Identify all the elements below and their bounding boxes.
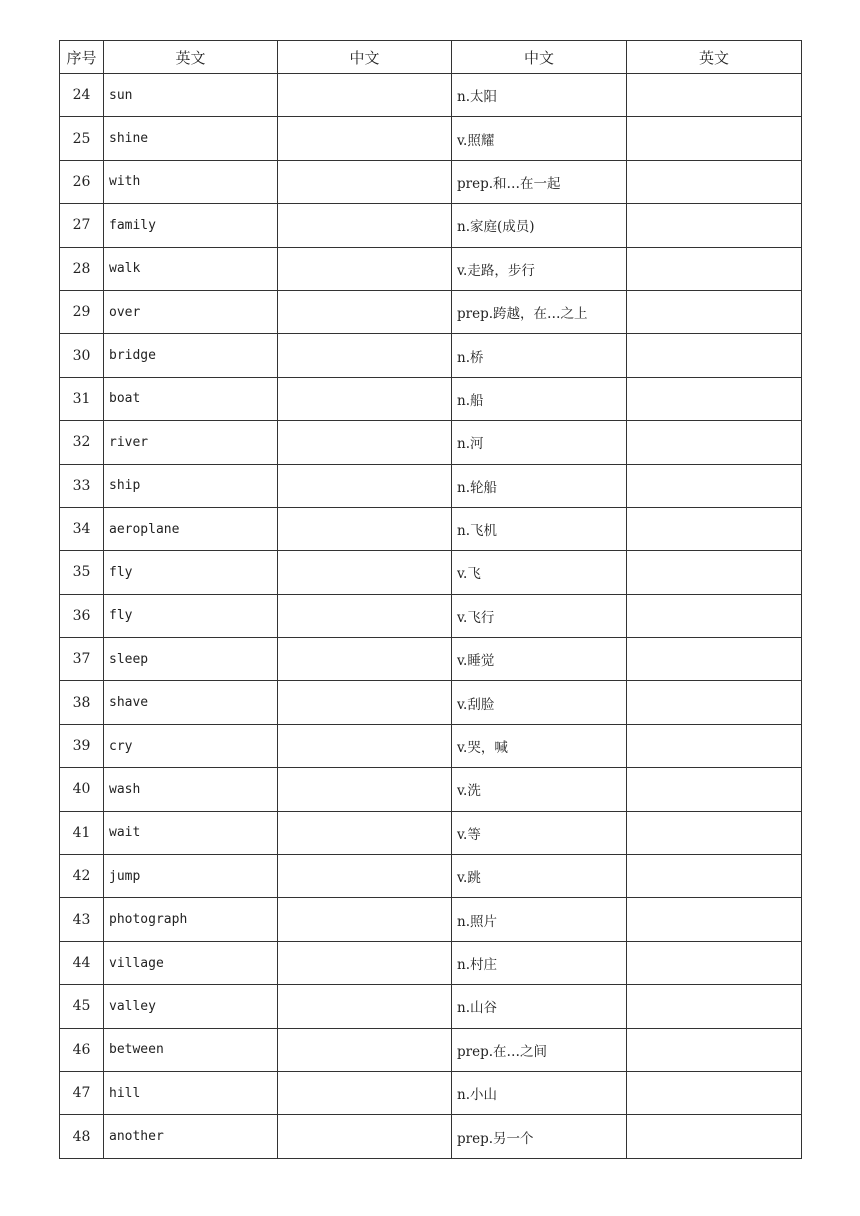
row-number: 33 [60, 464, 104, 507]
english-word: hill [104, 1071, 278, 1114]
row-number: 43 [60, 898, 104, 941]
chinese-answer-cell[interactable] [278, 638, 452, 681]
row-number: 45 [60, 985, 104, 1028]
table-row [60, 941, 802, 984]
chinese-answer-cell[interactable] [278, 464, 452, 507]
chinese-answer-cell[interactable] [278, 117, 452, 160]
table-row [60, 290, 802, 333]
english-answer-cell[interactable] [627, 898, 802, 941]
chinese-answer-cell[interactable] [278, 421, 452, 464]
english-answer-cell[interactable] [627, 464, 802, 507]
chinese-answer-cell[interactable] [278, 768, 452, 811]
chinese-answer-cell[interactable] [278, 1071, 452, 1114]
header-number: 序号 [60, 41, 104, 74]
english-word: another [104, 1115, 278, 1158]
chinese-meaning: prep.另一个 [452, 1115, 627, 1158]
chinese-meaning: n.村庄 [452, 941, 627, 984]
header-english-blank: 英文 [627, 41, 802, 74]
english-answer-cell[interactable] [627, 117, 802, 160]
table-row [60, 74, 802, 117]
english-word: aeroplane [104, 507, 278, 550]
chinese-meaning: v.等 [452, 811, 627, 854]
english-word: shave [104, 681, 278, 724]
table-row [60, 464, 802, 507]
chinese-meaning: n.桥 [452, 334, 627, 377]
header-chinese-blank: 中文 [278, 41, 452, 74]
english-answer-cell[interactable] [627, 681, 802, 724]
english-word: fly [104, 551, 278, 594]
chinese-answer-cell[interactable] [278, 334, 452, 377]
chinese-answer-cell[interactable] [278, 507, 452, 550]
row-number: 25 [60, 117, 104, 160]
table-row [60, 117, 802, 160]
english-answer-cell[interactable] [627, 594, 802, 637]
table-row [60, 594, 802, 637]
english-answer-cell[interactable] [627, 941, 802, 984]
table-row [60, 811, 802, 854]
english-word: wait [104, 811, 278, 854]
english-word: jump [104, 855, 278, 898]
english-answer-cell[interactable] [627, 768, 802, 811]
header-row [60, 41, 802, 74]
row-number: 37 [60, 638, 104, 681]
english-word: cry [104, 724, 278, 767]
table-row [60, 985, 802, 1028]
chinese-meaning: v.飞行 [452, 594, 627, 637]
english-answer-cell[interactable] [627, 1115, 802, 1158]
chinese-answer-cell[interactable] [278, 811, 452, 854]
english-word: sleep [104, 638, 278, 681]
row-number: 24 [60, 74, 104, 117]
english-word: walk [104, 247, 278, 290]
english-answer-cell[interactable] [627, 247, 802, 290]
chinese-answer-cell[interactable] [278, 74, 452, 117]
chinese-meaning: n.小山 [452, 1071, 627, 1114]
chinese-meaning: prep.跨越，在…之上 [452, 290, 627, 333]
english-word: ship [104, 464, 278, 507]
table-row [60, 204, 802, 247]
table-row [60, 638, 802, 681]
row-number: 28 [60, 247, 104, 290]
row-number: 34 [60, 507, 104, 550]
row-number: 36 [60, 594, 104, 637]
table-body [60, 74, 802, 1159]
chinese-meaning: v.跳 [452, 855, 627, 898]
chinese-answer-cell[interactable] [278, 1028, 452, 1071]
english-word: over [104, 290, 278, 333]
chinese-meaning: v.哭，喊 [452, 724, 627, 767]
english-word: fly [104, 594, 278, 637]
english-answer-cell[interactable] [627, 377, 802, 420]
row-number: 42 [60, 855, 104, 898]
english-answer-cell[interactable] [627, 421, 802, 464]
english-word: family [104, 204, 278, 247]
row-number: 39 [60, 724, 104, 767]
chinese-answer-cell[interactable] [278, 551, 452, 594]
chinese-answer-cell[interactable] [278, 941, 452, 984]
chinese-answer-cell[interactable] [278, 1115, 452, 1158]
table-row [60, 1028, 802, 1071]
english-answer-cell[interactable] [627, 1028, 802, 1071]
chinese-meaning: n.轮船 [452, 464, 627, 507]
chinese-answer-cell[interactable] [278, 724, 452, 767]
english-answer-cell[interactable] [627, 724, 802, 767]
table-row [60, 855, 802, 898]
chinese-meaning: n.河 [452, 421, 627, 464]
chinese-meaning: n.船 [452, 377, 627, 420]
english-answer-cell[interactable] [627, 638, 802, 681]
table-row [60, 1071, 802, 1114]
english-answer-cell[interactable] [627, 811, 802, 854]
row-number: 41 [60, 811, 104, 854]
chinese-meaning: v.飞 [452, 551, 627, 594]
header-english: 英文 [104, 41, 278, 74]
english-word: photograph [104, 898, 278, 941]
row-number: 31 [60, 377, 104, 420]
row-number: 48 [60, 1115, 104, 1158]
chinese-meaning: v.刮脸 [452, 681, 627, 724]
english-answer-cell[interactable] [627, 204, 802, 247]
english-word: river [104, 421, 278, 464]
row-number: 30 [60, 334, 104, 377]
english-word: wash [104, 768, 278, 811]
english-answer-cell[interactable] [627, 334, 802, 377]
row-number: 26 [60, 160, 104, 203]
table-row [60, 768, 802, 811]
english-word: between [104, 1028, 278, 1071]
chinese-meaning: v.走路，步行 [452, 247, 627, 290]
english-word: shine [104, 117, 278, 160]
english-word: valley [104, 985, 278, 1028]
table-row [60, 1115, 802, 1158]
chinese-answer-cell[interactable] [278, 204, 452, 247]
english-answer-cell[interactable] [627, 855, 802, 898]
english-answer-cell[interactable] [627, 507, 802, 550]
chinese-answer-cell[interactable] [278, 290, 452, 333]
vocabulary-table [59, 40, 802, 1159]
table-row [60, 421, 802, 464]
row-number: 46 [60, 1028, 104, 1071]
chinese-meaning: prep.在…之间 [452, 1028, 627, 1071]
english-answer-cell[interactable] [627, 160, 802, 203]
english-answer-cell[interactable] [627, 985, 802, 1028]
table-row [60, 247, 802, 290]
table-row [60, 377, 802, 420]
chinese-meaning: v.睡觉 [452, 638, 627, 681]
header-chinese: 中文 [452, 41, 627, 74]
english-word: bridge [104, 334, 278, 377]
chinese-meaning: v.洗 [452, 768, 627, 811]
chinese-meaning: n.山谷 [452, 985, 627, 1028]
row-number: 40 [60, 768, 104, 811]
chinese-answer-cell[interactable] [278, 898, 452, 941]
table-row [60, 898, 802, 941]
table-row [60, 551, 802, 594]
table-row [60, 160, 802, 203]
table-row [60, 507, 802, 550]
row-number: 27 [60, 204, 104, 247]
chinese-answer-cell[interactable] [278, 247, 452, 290]
table-row [60, 334, 802, 377]
chinese-answer-cell[interactable] [278, 681, 452, 724]
chinese-meaning: prep.和…在一起 [452, 160, 627, 203]
row-number: 44 [60, 941, 104, 984]
english-answer-cell[interactable] [627, 290, 802, 333]
row-number: 38 [60, 681, 104, 724]
english-word: sun [104, 74, 278, 117]
chinese-meaning: n.太阳 [452, 74, 627, 117]
row-number: 32 [60, 421, 104, 464]
table-row [60, 681, 802, 724]
chinese-meaning: v.照耀 [452, 117, 627, 160]
row-number: 47 [60, 1071, 104, 1114]
row-number: 29 [60, 290, 104, 333]
english-word: with [104, 160, 278, 203]
chinese-answer-cell[interactable] [278, 377, 452, 420]
chinese-meaning: n.飞机 [452, 507, 627, 550]
chinese-answer-cell[interactable] [278, 855, 452, 898]
chinese-meaning: n.照片 [452, 898, 627, 941]
table-row [60, 724, 802, 767]
chinese-answer-cell[interactable] [278, 594, 452, 637]
english-answer-cell[interactable] [627, 1071, 802, 1114]
english-word: boat [104, 377, 278, 420]
english-answer-cell[interactable] [627, 551, 802, 594]
chinese-answer-cell[interactable] [278, 985, 452, 1028]
chinese-answer-cell[interactable] [278, 160, 452, 203]
english-answer-cell[interactable] [627, 74, 802, 117]
english-word: village [104, 941, 278, 984]
row-number: 35 [60, 551, 104, 594]
chinese-meaning: n.家庭(成员) [452, 204, 627, 247]
